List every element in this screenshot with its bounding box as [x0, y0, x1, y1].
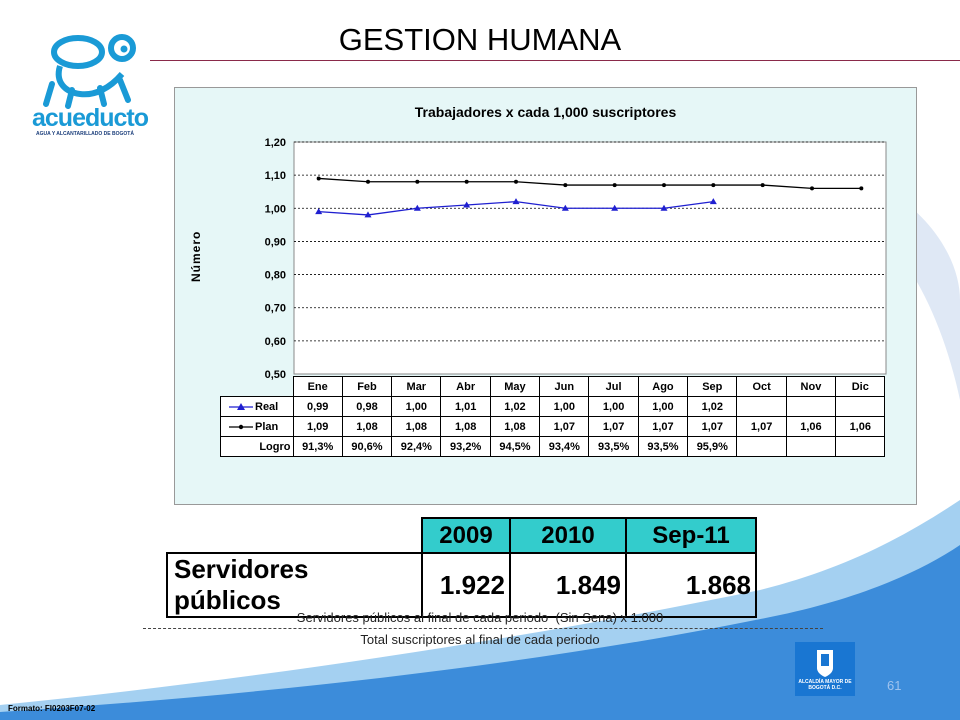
logro-value: 95,9% [688, 437, 737, 457]
year-2009-header: 2009 [422, 518, 510, 553]
badge-text: ALCALDÍA MAYOR DE BOGOTÁ D.C. [798, 679, 852, 691]
real-marker-icon [229, 402, 255, 412]
real-data-label: 1,00 [589, 397, 638, 417]
point-plan [317, 176, 321, 180]
real-legend [221, 397, 294, 417]
summary-table [166, 517, 757, 618]
plan-data-label: 1,07 [688, 417, 737, 437]
x-tick-label: Oct [737, 377, 786, 397]
y-tick-label: 0,50 [264, 369, 286, 381]
plan-data-label: 1,06 [836, 417, 885, 437]
sep11-header: Sep-11 [626, 518, 756, 553]
real-data-label: 1,00 [392, 397, 441, 417]
plan-legend [221, 417, 294, 437]
plan-data-label: 1,08 [490, 417, 539, 437]
logo-name: acueducto [32, 104, 149, 132]
plot-area [294, 142, 886, 374]
x-tick-label: Mar [392, 377, 441, 397]
real-data-label [836, 397, 885, 417]
y-tick-label: 1,10 [264, 170, 286, 183]
format-code: Formato: FI0203F07-02 [8, 704, 96, 713]
plan-data-label: 1,09 [293, 417, 342, 437]
plan-row [221, 417, 885, 437]
value-2010: 1.849 [510, 553, 626, 617]
year-2010-header: 2010 [510, 518, 626, 553]
real-data-label: 1,00 [638, 397, 687, 417]
real-data-label: 1,02 [490, 397, 539, 417]
point-plan [810, 186, 814, 190]
logro-value: 93,2% [441, 437, 490, 457]
point-plan [366, 180, 370, 184]
logro-row [221, 437, 885, 457]
summary-data-row [167, 553, 756, 617]
point-plan [711, 183, 715, 187]
plan-label: Plan [255, 420, 279, 433]
plan-data-label: 1,07 [737, 417, 786, 437]
logro-value: 93,4% [540, 437, 589, 457]
page-number: 61 [887, 678, 902, 693]
formula-numerator: Servidores públicos al final de cada periodo (Sin Sena) x 1.000 [296, 610, 664, 625]
logro-label: Logro [221, 437, 294, 457]
point-plan [859, 186, 863, 190]
summary-header-row [167, 518, 756, 553]
plan-data-label: 1,07 [540, 417, 589, 437]
y-axis-label: Número [189, 230, 203, 282]
point-plan [415, 180, 419, 184]
x-tick-label: Abr [441, 377, 490, 397]
summary-row-label: Servidores públicos [167, 553, 422, 617]
value-2009: 1.922 [422, 553, 510, 617]
logro-value: 91,3% [293, 437, 342, 457]
y-tick-label: 1,20 [264, 137, 286, 149]
point-plan [761, 183, 765, 187]
point-plan [514, 180, 518, 184]
y-tick-label: 0,60 [264, 335, 286, 348]
plan-marker-icon [229, 422, 255, 432]
y-tick-label: 0,90 [264, 236, 286, 249]
logro-value [836, 437, 885, 457]
real-data-label [737, 397, 786, 417]
x-tick-label: Jul [589, 377, 638, 397]
logro-value: 90,6% [342, 437, 391, 457]
plan-data-label: 1,08 [342, 417, 391, 437]
logro-value: 92,4% [392, 437, 441, 457]
logro-value: 93,5% [638, 437, 687, 457]
point-plan [662, 183, 666, 187]
real-data-label: 0,99 [293, 397, 342, 417]
x-tick-label: May [490, 377, 539, 397]
logo-subtitle: AGUA Y ALCANTARILLADO DE BOGOTÁ [36, 131, 134, 137]
real-data-label: 1,01 [441, 397, 490, 417]
x-tick-label: Nov [786, 377, 835, 397]
real-row [221, 397, 885, 417]
logro-value [786, 437, 835, 457]
real-data-label: 1,00 [540, 397, 589, 417]
point-plan [563, 183, 567, 187]
y-tick-label: 0,80 [264, 269, 286, 282]
x-tick-label: Jun [540, 377, 589, 397]
plan-data-label: 1,07 [638, 417, 687, 437]
x-tick-label: Dic [836, 377, 885, 397]
plan-data-label: 1,08 [392, 417, 441, 437]
y-tick-label: 1,00 [264, 203, 286, 216]
plan-data-label: 1,07 [589, 417, 638, 437]
real-data-label: 1,02 [688, 397, 737, 417]
month-header-row [221, 377, 885, 397]
value-sep11: 1.868 [626, 553, 756, 617]
real-data-label: 0,98 [342, 397, 391, 417]
x-tick-label: Ago [638, 377, 687, 397]
logro-value [737, 437, 786, 457]
title-rule [150, 60, 960, 61]
chart-data-table [220, 376, 885, 457]
logro-value: 94,5% [490, 437, 539, 457]
chart-title: Trabajadores x cada 1,000 suscriptores [414, 104, 677, 120]
real-label: Real [255, 400, 279, 413]
plan-data-label: 1,08 [441, 417, 490, 437]
formula-divider [143, 628, 823, 629]
real-data-label [786, 397, 835, 417]
y-tick-label: 0,70 [264, 302, 286, 315]
point-plan [613, 183, 617, 187]
formula-denominator: Total suscriptores al final de cada periodo [360, 632, 600, 647]
page-title: GESTION HUMANA [338, 22, 622, 57]
x-tick-label: Feb [342, 377, 391, 397]
bogota-badge [795, 642, 855, 696]
x-tick-label: Sep [688, 377, 737, 397]
point-plan [465, 180, 469, 184]
x-tick-label: Ene [293, 377, 342, 397]
plan-data-label: 1,06 [786, 417, 835, 437]
logro-value: 93,5% [589, 437, 638, 457]
